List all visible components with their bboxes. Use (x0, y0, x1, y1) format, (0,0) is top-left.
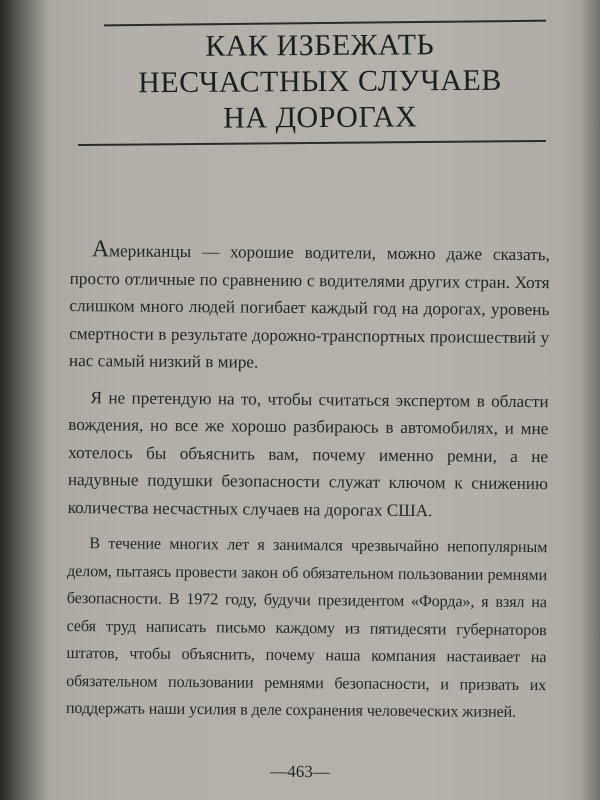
drop-cap: А (91, 236, 110, 263)
paragraph-1-text: мериканцы — хорошие водители, можно даже сказать, просто отличные по сравнению с водителями других стран. Хотя слишком много людей погибает каждый год на дорогах, уровень смертности в результате дорожно-транспортных происшествий у нас самый низкий в мире. (68, 241, 550, 372)
body-text (66, 236, 550, 736)
gutter-shadow (0, 0, 50, 800)
paragraph-2: Я не претендую на то, чтобы считаться экспертом в области вождения, но все же хорошо разбираюсь в автомобилях, и мне хотелось бы объяснить вам, почему именно ремни, а не надувные подушки безопасности служат ключом к снижению количества несчастных случаев на дорогах США. (67, 387, 549, 520)
chapter-title (90, 26, 551, 137)
page-number: —463— (270, 761, 330, 782)
title-bottom-rule (78, 140, 546, 146)
chapter-title-line-1: КАК ИЗБЕЖАТЬ (205, 28, 435, 63)
paragraph-1 (69, 236, 550, 379)
title-top-rule (104, 20, 546, 27)
chapter-title-line-3: НА ДОРОГАХ (223, 100, 418, 135)
paragraph-3: В течение многих лет я занимался чрезвычайно непопулярным делом, пытаясь провести закон об обязательном пользовании ремнями безопасности. В 1972 году, будучи президентом «Форда», я взял на себя труд написать письмо каждому из пятидесяти губернаторов штатов, чтобы объяснить, почему наша компания настаивает на обязательном пользовании ремнями безопасности, и призвать их поддержать наши усилия в деле сохранения человеческих жизней. (65, 534, 548, 721)
chapter-title-line-2: НЕСЧАСТНЫХ СЛУЧАЕВ (138, 63, 502, 100)
page-edge (580, 0, 600, 800)
